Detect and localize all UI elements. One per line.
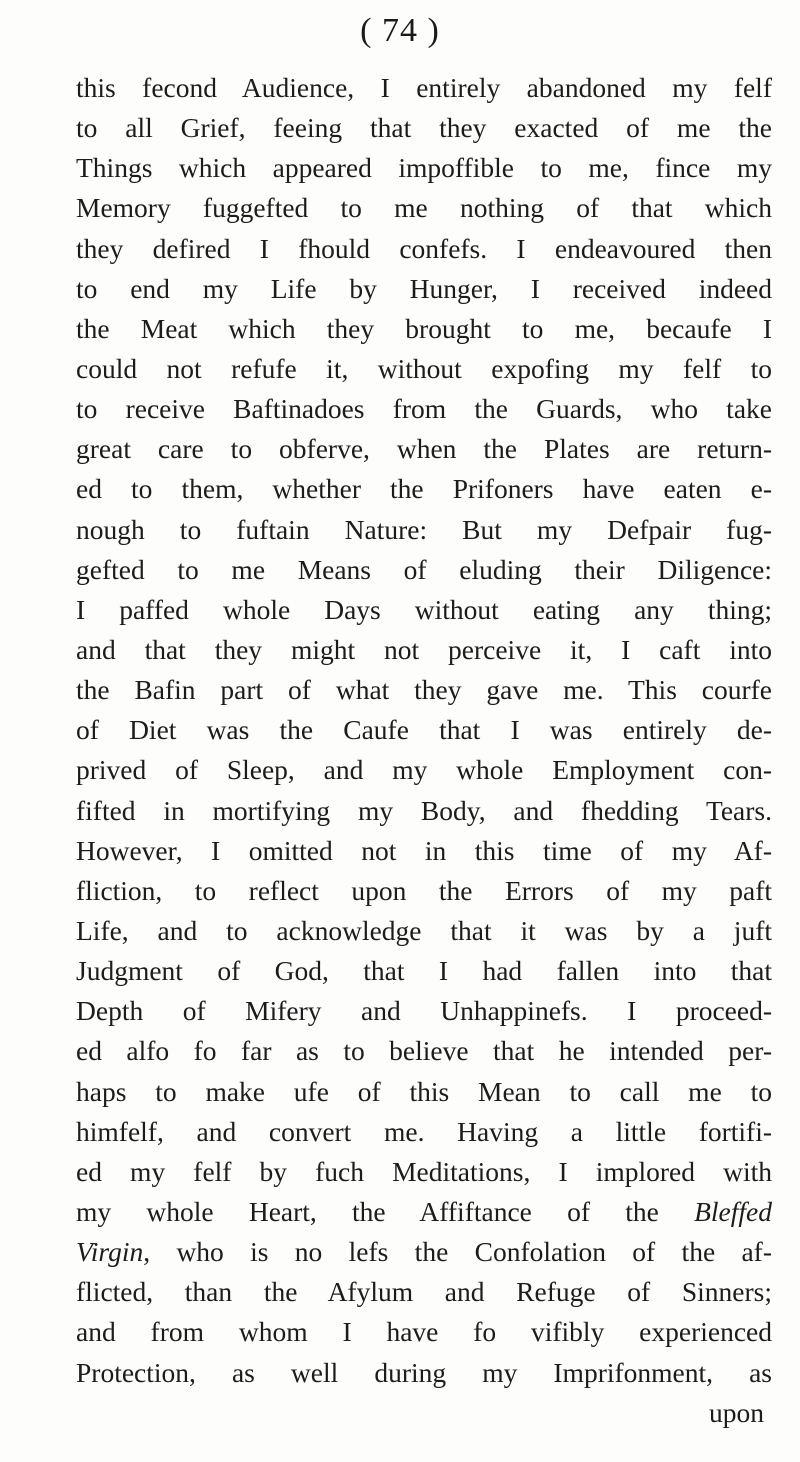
text-line: this fecond Audience, I entirely abandoned my felf — [76, 72, 772, 103]
body-text — [76, 68, 772, 1433]
text-line: they defired I fhould confefs. I endeavoured then — [76, 232, 772, 264]
text-line-with-italic — [76, 1192, 772, 1232]
text-line: and from whom I have fo vifibly experienced — [76, 1316, 772, 1348]
text-line: the Bafin part of what they gave me. This courfe — [76, 674, 772, 706]
text-line: Life, and to acknowledge that it was by a juft — [76, 914, 772, 946]
page-number: ( 74 ) — [360, 12, 440, 49]
text-line: Judgment of God, that I had fallen into that — [76, 955, 772, 987]
text-segment: , who is no lefs the Confolation of the af- — [143, 1236, 772, 1268]
italic-phrase: Bleffed — [694, 1195, 772, 1227]
text-line: to receive Baftinadoes from the Guards, who take — [76, 393, 772, 425]
text-line: Things which appeared impoffible to me, fince my — [76, 152, 772, 184]
text-line: ed to them, whether the Prifoners have eaten e- — [76, 473, 772, 505]
text-segment: my whole Heart, the Affiftance of the — [76, 1195, 695, 1227]
text-line: to end my Life by Hunger, I received indeed — [76, 272, 772, 304]
text-line: the Meat which they brought to me, becaufe I — [76, 312, 772, 344]
text-line: himfelf, and convert me. Having a little fortifi- — [76, 1115, 772, 1147]
text-line: Memory fuggefted to me nothing of that which — [76, 192, 772, 224]
text-line: ed alfo fo far as to believe that he intended per- — [76, 1035, 772, 1067]
text-line: could not refufe it, without expofing my felf to — [76, 352, 772, 384]
text-line: haps to make ufe of this Mean to call me to — [76, 1075, 772, 1107]
text-line: and that they might not perceive it, I caft into — [76, 633, 772, 665]
text-line: great care to obferve, when the Plates are return- — [76, 433, 772, 465]
text-line: flicted, than the Afylum and Refuge of Sinners; — [76, 1276, 772, 1308]
text-line: of Diet was the Caufe that I was entirely de- — [76, 714, 772, 746]
italic-phrase: Virgin — [76, 1236, 144, 1268]
text-line: However, I omitted not in this time of my Af- — [76, 834, 772, 866]
catchword: upon — [709, 1396, 764, 1428]
text-line: ed my felf by fuch Meditations, I implored with — [76, 1155, 772, 1187]
text-line: prived of Sleep, and my whole Employment con- — [76, 754, 772, 786]
text-line: nough to fuftain Nature: But my Defpair fug- — [76, 513, 772, 545]
text-line: to all Grief, feeing that they exacted of me the — [76, 112, 772, 144]
text-line-with-italic — [76, 1232, 772, 1272]
text-line: Protection, as well during my Imprifonment, as — [76, 1356, 772, 1388]
text-line: fliction, to reflect upon the Errors of my paft — [76, 874, 772, 906]
text-line: fifted in mortifying my Body, and fhedding Tears. — [76, 794, 772, 826]
text-line: I paffed whole Days without eating any thing; — [76, 593, 772, 625]
text-line: Depth of Mifery and Unhappinefs. I proceed- — [76, 995, 772, 1027]
text-line: gefted to me Means of eluding their Diligence: — [76, 553, 772, 585]
